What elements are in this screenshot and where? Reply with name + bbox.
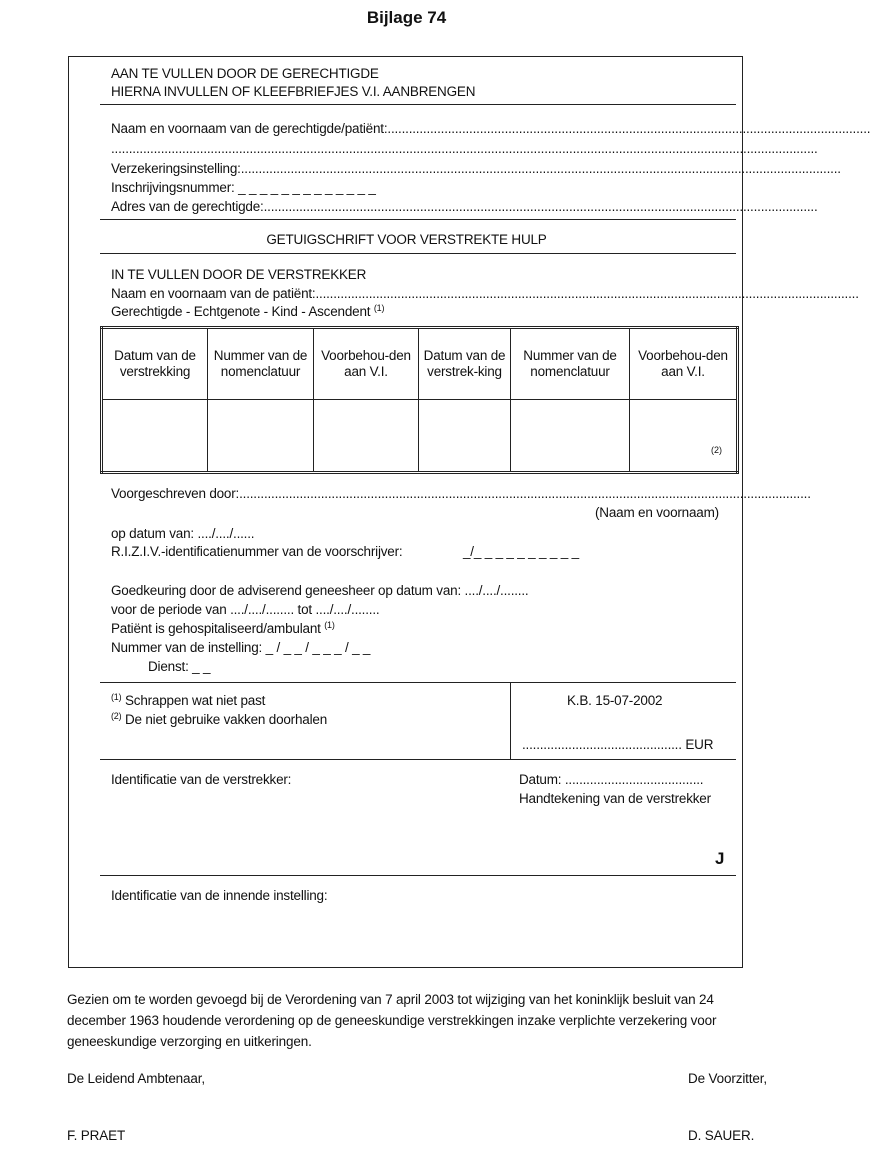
registration-label: Inschrijvingsnummer:	[111, 180, 235, 195]
relation-footnote: (1)	[373, 303, 385, 313]
beneficiary-name-continuation[interactable]: .......................................................................................................................................................................................................	[111, 141, 818, 156]
footnote-1-mark: (1)	[111, 692, 122, 702]
footnote-1	[111, 693, 265, 708]
divider	[100, 104, 736, 105]
table-cell-reserved-2[interactable]	[630, 400, 738, 473]
provider-id-label: Identificatie van de verstrekker:	[111, 772, 292, 787]
beneficiary-name-field[interactable]: Naam en voornaam van de gerechtigde/patiënt:........................................................................................................................................	[111, 121, 870, 136]
closing-line-1: Gezien om te worden gevoegd bij de Verordening van 7 april 2003 tot wijziging van het koninklijk besluit van 24	[67, 992, 714, 1007]
footnote-2-text: De niet gebruike vakken doorhalen	[124, 712, 328, 727]
table-cell-nomenclature-2[interactable]	[511, 400, 630, 473]
address-field[interactable]: Adres van de gerechtigde:............................................................................................................................................................	[111, 199, 818, 214]
hospitalisation-label: Patiënt is gehospitaliseerd/ambulant	[111, 621, 321, 636]
beneficiary-name-label: Naam en voornaam van de gerechtigde/patiënt:	[111, 121, 388, 136]
right-signatory-name: D. SAUER.	[688, 1128, 755, 1143]
registration-field[interactable]: Inschrijvingsnummer: _ _ _ _ _ _ _ _ _ _ _ _ _	[111, 180, 376, 195]
closing-line-2: december 1963 houdende verordening op de geneeskundige verstrekkingen inzake verplichte verzekering voor	[67, 1013, 717, 1028]
signature-date-field[interactable]: Datum: .......................................	[519, 772, 704, 787]
footnote-2	[111, 712, 327, 727]
patient-name-label: Naam en voornaam van de patiënt:	[111, 286, 316, 301]
patient-name-field[interactable]: Naam en voornaam van de patiënt:.........................................................................................................................................................	[111, 286, 859, 301]
beneficiary-header-2: HIERNA INVULLEN OF KLEEFBRIEFJES V.I. AANBRENGEN	[111, 84, 476, 99]
approval-date-field[interactable]: Goedkeuring door de adviserend geneesheer op datum van: ..../..../........	[111, 583, 529, 598]
institution-number-field[interactable]: Nummer van de instelling: _ / _ _ / _ _ _ / _ _	[111, 640, 371, 655]
column-header-nomenclature-2: Nummer van de nomenclatuur	[511, 328, 630, 400]
insurer-label: Verzekeringsinstelling:	[111, 161, 241, 176]
divider	[100, 253, 736, 254]
prescription-date-field[interactable]: op datum van: ..../..../......	[111, 526, 255, 541]
column-header-reserved-2: Voorbehou-den aan V.I.	[630, 328, 738, 400]
cell-footnote: (2)	[711, 445, 722, 455]
footnote-1-text: Schrappen wat niet past	[124, 693, 266, 708]
table-cell-date[interactable]	[102, 400, 208, 473]
form-mark: J	[715, 849, 725, 868]
table-cell-reserved[interactable]	[314, 400, 419, 473]
divider	[100, 759, 736, 760]
prescribed-by-field[interactable]: Voorgeschreven door:.................................................................................................................................................................	[111, 486, 811, 501]
signature-label: Handtekening van de verstrekker	[519, 791, 711, 806]
insurer-field[interactable]: Verzekeringsinstelling:.........................................................................................................................................................................	[111, 161, 841, 176]
approval-period-field[interactable]: voor de periode van ..../..../........ tot ..../..../........	[111, 602, 380, 617]
hospitalisation-line	[111, 621, 335, 636]
column-header-nomenclature: Nummer van de nomenclatuur	[208, 328, 314, 400]
table-cell-nomenclature[interactable]	[208, 400, 314, 473]
column-header-date: Datum van de verstrekking	[102, 328, 208, 400]
service-field[interactable]: Dienst: _ _	[148, 659, 211, 674]
beneficiary-header-1: AAN TE VULLEN DOOR DE GERECHTIGDE	[111, 66, 379, 81]
left-signatory-role: De Leidend Ambtenaar,	[67, 1071, 205, 1086]
column-header-date-2: Datum van de verstrek-king	[419, 328, 511, 400]
relation-label: Gerechtigde - Echtgenote - Kind - Ascendent	[111, 304, 371, 319]
divider	[100, 219, 736, 220]
column-header-reserved: Voorbehou-den aan V.I.	[314, 328, 419, 400]
left-signatory-name: F. PRAET	[67, 1128, 126, 1143]
divider	[100, 875, 736, 876]
relation-line	[111, 304, 384, 319]
divider	[100, 682, 736, 683]
riziv-label: R.I.Z.I.V.-identificatienummer van de voorschrijver:	[111, 544, 403, 559]
vertical-divider	[510, 682, 511, 759]
hospitalisation-footnote: (1)	[324, 620, 335, 630]
collecting-institution-label: Identificatie van de innende instelling:	[111, 888, 328, 903]
closing-line-3: geneeskundige verzorging en uitkeringen.	[67, 1034, 312, 1049]
prescribed-by-label: Voorgeschreven door:	[111, 486, 240, 501]
services-table	[100, 326, 739, 474]
address-label: Adres van de gerechtigde:	[111, 199, 264, 214]
right-signatory-role: De Voorzitter,	[688, 1071, 767, 1086]
name-hint: (Naam en voornaam)	[595, 505, 719, 520]
footnote-2-mark: (2)	[111, 711, 122, 721]
certificate-title: GETUIGSCHRIFT VOOR VERSTREKTE HULP	[266, 232, 547, 247]
table-cell-date-2[interactable]	[419, 400, 511, 473]
page-title: Bijlage 74	[366, 8, 447, 27]
riziv-field[interactable]: _/_ _ _ _ _ _ _ _ _ _	[463, 544, 579, 559]
provider-section-header: IN TE VULLEN DOOR DE VERSTREKKER	[111, 267, 367, 282]
amount-field[interactable]: ............................................. EUR	[522, 737, 714, 752]
kb-label: K.B. 15-07-2002	[567, 693, 663, 708]
